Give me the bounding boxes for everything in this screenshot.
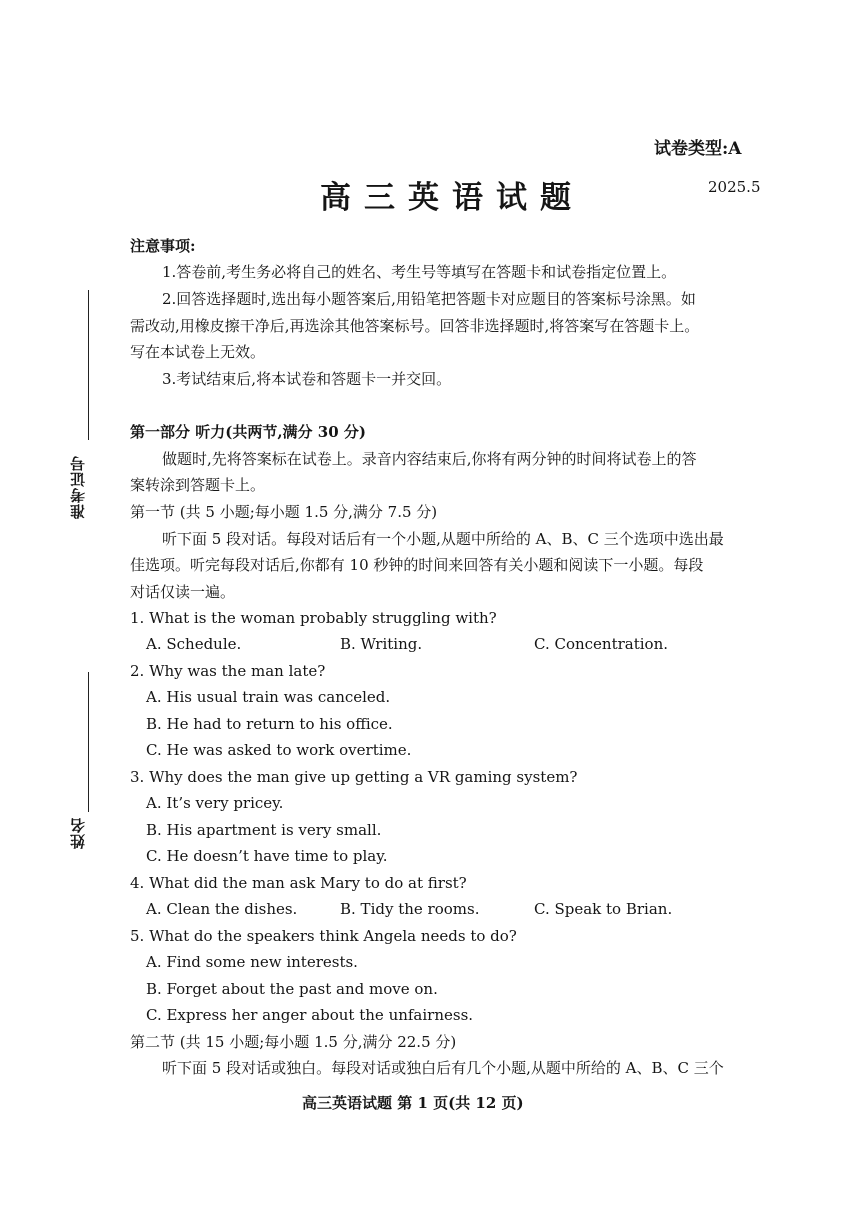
section-instruction: 对话仅读一遍。 bbox=[130, 583, 236, 601]
question-stem: 4. What did the man ask Mary to do at first? bbox=[130, 874, 467, 892]
paper-type: 试卷类型:A bbox=[654, 139, 742, 159]
answer-option: A. Clean the dishes. bbox=[146, 900, 298, 918]
answer-option: B. Writing. bbox=[340, 635, 423, 653]
answer-option: A. His usual train was canceled. bbox=[146, 688, 391, 706]
answer-option: B. His apartment is very small. bbox=[146, 821, 382, 839]
admission-number-line bbox=[88, 290, 89, 440]
section-instruction: 佳选项。听完每段对话后,你都有 10 秒钟的时间来回答有关小题和阅读下一小题。每段 bbox=[130, 556, 704, 574]
answer-option: C. Express her anger about the unfairness. bbox=[146, 1006, 474, 1024]
answer-option: C. He was asked to work overtime. bbox=[146, 741, 412, 759]
section-instruction: 听下面 5 段对话。每段对话后有一个小题,从题中所给的 A、B、C 三个选项中选出最 bbox=[162, 530, 724, 548]
section-heading: 第二节 (共 15 小题;每小题 1.5 分,满分 22.5 分) bbox=[130, 1033, 457, 1051]
notice-heading: 注意事项: bbox=[130, 237, 196, 255]
notice-item: 3.考试结束后,将本试卷和答题卡一并交回。 bbox=[162, 370, 452, 388]
answer-option: C. Speak to Brian. bbox=[534, 900, 673, 918]
question-stem: 1. What is the woman probably struggling with? bbox=[130, 609, 497, 627]
part-instruction: 案转涂到答题卡上。 bbox=[130, 476, 266, 494]
notice-item: 写在本试卷上无效。 bbox=[130, 343, 266, 361]
section-heading: 第一节 (共 5 小题;每小题 1.5 分,满分 7.5 分) bbox=[130, 503, 438, 521]
notice-item: 1.答卷前,考生务必将自己的姓名、考生号等填写在答题卡和试卷指定位置上。 bbox=[162, 263, 677, 281]
name-label: 姓名 bbox=[69, 817, 87, 849]
answer-option: B. He had to return to his office. bbox=[146, 715, 393, 733]
answer-option: C. He doesn’t have time to play. bbox=[146, 847, 388, 865]
notice-item: 需改动,用橡皮擦干净后,再选涂其他答案标号。回答非选择题时,将答案写在答题卡上。 bbox=[130, 317, 700, 335]
page-footer: 高三英语试题 第 1 页(共 12 页) bbox=[302, 1094, 524, 1112]
notice-item: 2.回答选择题时,选出每小题答案后,用铅笔把答题卡对应题目的答案标号涂黑。如 bbox=[162, 290, 696, 308]
answer-option: B. Forget about the past and move on. bbox=[146, 980, 438, 998]
name-line bbox=[88, 672, 89, 812]
answer-option: A. Schedule. bbox=[146, 635, 242, 653]
answer-option: A. It’s very pricey. bbox=[146, 794, 284, 812]
section-instruction: 听下面 5 段对话或独白。每段对话或独白后有几个小题,从题中所给的 A、B、C 三个 bbox=[162, 1059, 724, 1077]
answer-option: C. Concentration. bbox=[534, 635, 669, 653]
part-heading: 第一部分 听力(共两节,满分 30 分) bbox=[130, 423, 366, 441]
page-title: 高三英语试题 bbox=[320, 180, 584, 216]
question-stem: 5. What do the speakers think Angela needs to do? bbox=[130, 927, 517, 945]
question-stem: 3. Why does the man give up getting a VR gaming system? bbox=[130, 768, 578, 786]
admission-number-label: 准考证号 bbox=[69, 455, 87, 519]
answer-option: A. Find some new interests. bbox=[146, 953, 358, 971]
question-stem: 2. Why was the man late? bbox=[130, 662, 326, 680]
exam-date: 2025.5 bbox=[708, 178, 761, 196]
answer-option: B. Tidy the rooms. bbox=[340, 900, 480, 918]
part-instruction: 做题时,先将答案标在试卷上。录音内容结束后,你将有两分钟的时间将试卷上的答 bbox=[162, 450, 697, 468]
